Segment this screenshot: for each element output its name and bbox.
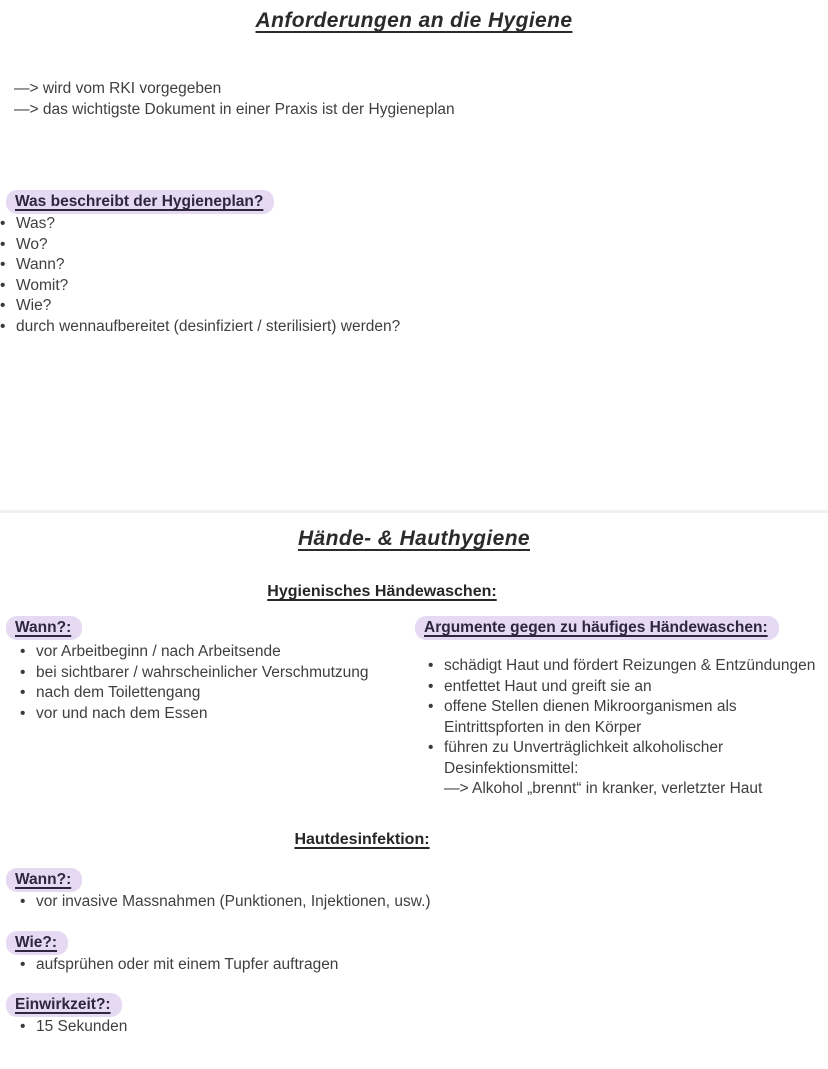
qa-block-exposure-time <box>0 993 828 1038</box>
question-heading <box>6 190 274 214</box>
qa-block-how <box>0 931 828 976</box>
list-item: • Womit? <box>0 276 828 297</box>
qa-block-when <box>0 868 828 913</box>
list-item: • Wo? <box>0 235 828 256</box>
qa-exposure-heading <box>6 993 122 1017</box>
list-item: • Wann? <box>0 255 828 276</box>
hygieneplan-bullet-list <box>0 214 828 337</box>
when-bullet-list <box>20 642 410 724</box>
handwashing-heading-text: Hygienisches Händewaschen: <box>267 583 497 600</box>
sub-note: —> Alkohol „brennt“ in kranker, verletzter Haut <box>444 780 763 797</box>
qa-exposure-heading-text: Einwirkzeit?: <box>15 995 111 1013</box>
page-title <box>0 8 828 34</box>
page-title-text: Anforderungen an die Hygiene <box>255 9 573 32</box>
list-item: • vor und nach dem Essen <box>20 704 410 725</box>
handwashing-arguments-column <box>410 616 828 800</box>
list-item: • führen zu Unverträglichkeit alkoholischer Desinfektionsmittel: <box>428 738 822 779</box>
qa-heading-row <box>6 993 828 1017</box>
qa-when-heading <box>6 868 82 892</box>
skin-disinfection-heading-text: Hautdesinfektion: <box>294 830 430 848</box>
list-item: • aufsprühen oder mit einem Tupfer auftragen <box>20 955 828 976</box>
list-item: • bei sichtbarer / wahrscheinlicher Verschmutzung <box>20 663 410 684</box>
when-heading-text: Wann?: <box>15 619 72 636</box>
skin-disinfection-heading <box>0 830 776 849</box>
list-item: • Wie? <box>0 296 828 317</box>
question-heading-row <box>6 190 828 214</box>
qa-when-list <box>20 892 828 913</box>
section-title <box>0 526 828 552</box>
intro-notes <box>14 78 828 120</box>
handwashing-columns <box>0 616 828 800</box>
list-item: • vor Arbeitbeginn / nach Arbeitsende <box>20 642 410 663</box>
page-divider <box>0 510 828 513</box>
intro-line: —> das wichtigste Dokument in einer Praxis ist der Hygieneplan <box>14 101 455 118</box>
list-item: • 15 Sekunden <box>20 1017 828 1038</box>
arguments-heading-row <box>415 616 828 640</box>
qa-when-heading-text: Wann?: <box>15 870 72 888</box>
section-title-text: Hände- & Hauthygiene <box>297 527 531 550</box>
qa-exposure-list <box>20 1017 828 1038</box>
intro-line: —> wird vom RKI vorgegeben <box>14 80 222 97</box>
qa-how-heading <box>6 931 68 955</box>
list-item: • entfettet Haut und greift sie an <box>428 677 822 698</box>
qa-how-heading-text: Wie?: <box>15 934 58 951</box>
when-heading <box>6 616 82 640</box>
list-item: • vor invasive Massnahmen (Punktionen, Injektionen, usw.) <box>20 892 828 913</box>
list-item: • offene Stellen dienen Mikroorganismen als Eintrittspforten in den Körper <box>428 697 822 738</box>
arguments-heading-text: Argumente gegen zu häufiges Händewaschen: <box>424 619 768 636</box>
handwashing-when-column <box>0 616 410 800</box>
list-item: • schädigt Haut und fördert Reizungen & Entzündungen <box>428 656 822 677</box>
list-item: • Was? <box>0 214 828 235</box>
qa-heading-row <box>6 931 828 955</box>
handwashing-heading <box>0 582 796 601</box>
question-heading-text: Was beschreibt der Hygieneplan? <box>15 193 264 210</box>
when-heading-row <box>6 616 410 640</box>
list-item: • nach dem Toilettengang <box>20 683 410 704</box>
arguments-heading <box>415 616 779 640</box>
qa-how-list <box>20 955 828 976</box>
qa-heading-row <box>6 868 828 892</box>
arguments-bullet-list <box>428 656 822 800</box>
list-item: • durch wennaufbereitet (desinfiziert / sterilisiert) werden? <box>0 317 828 338</box>
